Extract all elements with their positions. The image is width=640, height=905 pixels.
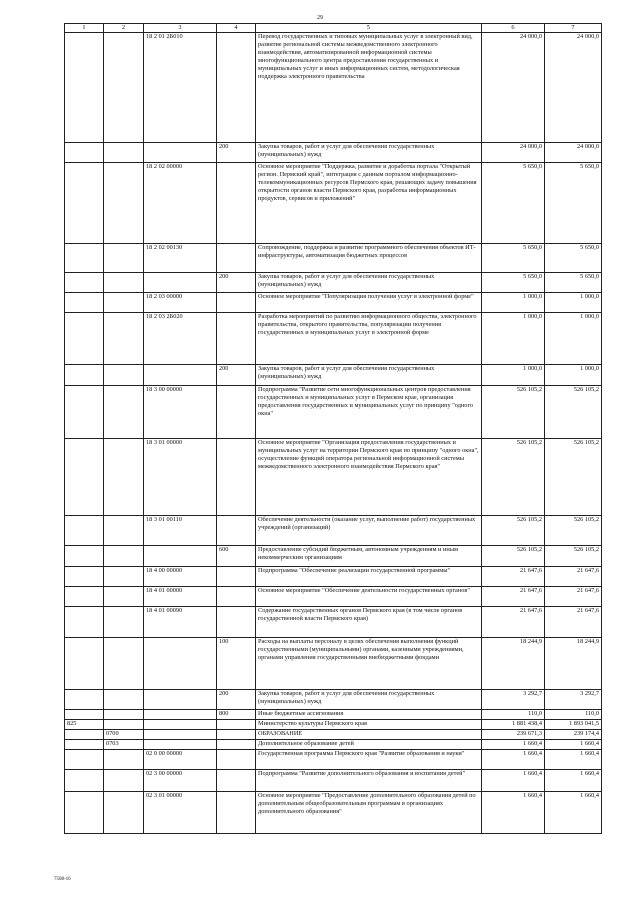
amount-year2-cell: 3 292,7 bbox=[545, 690, 602, 710]
table-row bbox=[65, 439, 602, 516]
column-header: 3 bbox=[144, 24, 217, 33]
description-cell: Содержание государственных органов Пермского края (в том числе органов государственной власти Пермского края) bbox=[256, 607, 482, 638]
description-cell: Дополнительное образование детей bbox=[256, 740, 482, 750]
amount-year2-cell: 110,0 bbox=[545, 710, 602, 720]
target-article-cell bbox=[144, 740, 217, 750]
subsection-code-cell bbox=[104, 273, 144, 293]
amount-year2-cell: 1 000,0 bbox=[545, 293, 602, 313]
subsection-code-cell bbox=[104, 638, 144, 690]
amount-year1-cell: 1 000,0 bbox=[482, 313, 545, 365]
expense-type-cell bbox=[217, 293, 256, 313]
target-article-cell: 02 3 01 00000 bbox=[144, 792, 217, 834]
target-article-cell: 02 0 00 00000 bbox=[144, 750, 217, 770]
amount-year2-cell: 1 000,0 bbox=[545, 365, 602, 386]
section-code-cell bbox=[65, 567, 104, 587]
expense-type-cell bbox=[217, 730, 256, 740]
section-code-cell bbox=[65, 587, 104, 607]
subsection-code-cell bbox=[104, 750, 144, 770]
table-row bbox=[65, 163, 602, 244]
target-article-cell bbox=[144, 690, 217, 710]
description-cell: Расходы на выплаты персоналу в целях обеспечения выполнения функций государственными (муниципальными) органами, казенными учреждениями, органами управления государственными внебюджетными фондами bbox=[256, 638, 482, 690]
description-cell: Закупка товаров, работ и услуг для обеспечения государственных (муниципальных) нужд bbox=[256, 143, 482, 163]
description-cell: Сопровождение, поддержка и развитие программного обеспечения объектов ИТ-инфраструктуры, автоматизация бюджетных процессов bbox=[256, 244, 482, 273]
description-cell: Подпрограмма "Развитие сети многофункциональных центров предоставления государственных и муниципальных услуг в Пермском крае, организация предоставления государственных и муниципальных услуг по принципу "одного окна" bbox=[256, 386, 482, 439]
section-code-cell bbox=[65, 638, 104, 690]
section-code-cell bbox=[65, 365, 104, 386]
description-cell: Разработка мероприятий по развитию информационного общества, электронного правительства, открытого правительства, популяризации получения государственных и муниципальных услуг в электронной форме bbox=[256, 313, 482, 365]
amount-year1-cell: 1 660,4 bbox=[482, 740, 545, 750]
amount-year1-cell: 21 647,6 bbox=[482, 607, 545, 638]
subsection-code-cell bbox=[104, 244, 144, 273]
amount-year2-cell: 526 105,2 bbox=[545, 516, 602, 546]
target-article-cell bbox=[144, 143, 217, 163]
table-row bbox=[65, 607, 602, 638]
expense-type-cell: 800 bbox=[217, 710, 256, 720]
target-article-cell: 18 2 02 00130 bbox=[144, 244, 217, 273]
subsection-code-cell: 0700 bbox=[104, 730, 144, 740]
subsection-code-cell bbox=[104, 516, 144, 546]
expense-type-cell bbox=[217, 163, 256, 244]
table-row bbox=[65, 792, 602, 834]
expense-type-cell: 200 bbox=[217, 365, 256, 386]
table-row bbox=[65, 516, 602, 546]
description-cell: Иные бюджетные ассигнования bbox=[256, 710, 482, 720]
subsection-code-cell bbox=[104, 143, 144, 163]
amount-year1-cell: 526 105,2 bbox=[482, 516, 545, 546]
column-header: 4 bbox=[217, 24, 256, 33]
table-row bbox=[65, 244, 602, 273]
table-row bbox=[65, 365, 602, 386]
subsection-code-cell bbox=[104, 163, 144, 244]
table-row bbox=[65, 710, 602, 720]
description-cell: Основное мероприятие "Предоставление дополнительного образования детей по дополнительным общеобразовательным программам в организациях дополнительного образования" bbox=[256, 792, 482, 834]
amount-year2-cell: 21 647,6 bbox=[545, 607, 602, 638]
expense-type-cell bbox=[217, 33, 256, 143]
expense-type-cell bbox=[217, 770, 256, 792]
table-row bbox=[65, 546, 602, 567]
subsection-code-cell bbox=[104, 439, 144, 516]
section-code-cell bbox=[65, 690, 104, 710]
amount-year1-cell: 5 650,0 bbox=[482, 244, 545, 273]
table-row bbox=[65, 770, 602, 792]
amount-year2-cell: 526 105,2 bbox=[545, 386, 602, 439]
section-code-cell bbox=[65, 792, 104, 834]
table-row bbox=[65, 740, 602, 750]
amount-year2-cell: 526 105,2 bbox=[545, 546, 602, 567]
amount-year2-cell: 5 650,0 bbox=[545, 273, 602, 293]
column-header: 2 bbox=[104, 24, 144, 33]
description-cell: Основное мероприятие "Организация предоставления государственных и муниципальных услуг на территории Пермского края по принципу "одного окна", осуществление функций оператора региональной информационной системы межведомственного электронного взаимодействия Пермского края" bbox=[256, 439, 482, 516]
amount-year2-cell: 1 893 041,5 bbox=[545, 720, 602, 730]
amount-year1-cell: 5 650,0 bbox=[482, 163, 545, 244]
table-row bbox=[65, 587, 602, 607]
amount-year1-cell: 21 647,6 bbox=[482, 587, 545, 607]
description-cell: Государственная программа Пермского края "Развитие образования и науки" bbox=[256, 750, 482, 770]
amount-year2-cell: 1 660,4 bbox=[545, 792, 602, 834]
section-code-cell bbox=[65, 293, 104, 313]
table-header-row bbox=[65, 24, 602, 33]
expense-type-cell bbox=[217, 439, 256, 516]
description-cell: ОБРАЗОВАНИЕ bbox=[256, 730, 482, 740]
amount-year1-cell: 1 000,0 bbox=[482, 293, 545, 313]
amount-year1-cell: 526 105,2 bbox=[482, 386, 545, 439]
target-article-cell bbox=[144, 273, 217, 293]
expense-type-cell bbox=[217, 750, 256, 770]
section-code-cell bbox=[65, 516, 104, 546]
column-header: 7 bbox=[545, 24, 602, 33]
amount-year1-cell: 21 647,6 bbox=[482, 567, 545, 587]
table-row bbox=[65, 33, 602, 143]
description-cell: Министерство культуры Пермского края bbox=[256, 720, 482, 730]
subsection-code-cell bbox=[104, 587, 144, 607]
expense-type-cell: 600 bbox=[217, 546, 256, 567]
section-code-cell bbox=[65, 740, 104, 750]
amount-year1-cell: 526 105,2 bbox=[482, 439, 545, 516]
expense-type-cell bbox=[217, 244, 256, 273]
amount-year1-cell: 1 660,4 bbox=[482, 750, 545, 770]
expense-type-cell bbox=[217, 386, 256, 439]
column-header: 6 bbox=[482, 24, 545, 33]
amount-year2-cell: 239 174,4 bbox=[545, 730, 602, 740]
expense-type-cell: 200 bbox=[217, 690, 256, 710]
amount-year2-cell: 1 000,0 bbox=[545, 313, 602, 365]
section-code-cell bbox=[65, 273, 104, 293]
section-code-cell bbox=[65, 546, 104, 567]
amount-year1-cell: 24 000,0 bbox=[482, 33, 545, 143]
subsection-code-cell bbox=[104, 710, 144, 720]
target-article-cell: 18 2 01 2Б010 bbox=[144, 33, 217, 143]
table-row bbox=[65, 143, 602, 163]
section-code-cell bbox=[65, 313, 104, 365]
amount-year1-cell: 5 650,0 bbox=[482, 273, 545, 293]
expense-type-cell: 200 bbox=[217, 273, 256, 293]
target-article-cell: 18 2 03 2Б020 bbox=[144, 313, 217, 365]
amount-year2-cell: 5 650,0 bbox=[545, 244, 602, 273]
section-code-cell bbox=[65, 386, 104, 439]
amount-year1-cell: 110,0 bbox=[482, 710, 545, 720]
column-header: 5 bbox=[256, 24, 482, 33]
subsection-code-cell bbox=[104, 33, 144, 143]
description-cell: Подпрограмма "Развитие дополнительного образования и воспитания детей" bbox=[256, 770, 482, 792]
expense-type-cell bbox=[217, 567, 256, 587]
page-number: 29 bbox=[317, 15, 323, 21]
section-code-cell bbox=[65, 607, 104, 638]
target-article-cell bbox=[144, 638, 217, 690]
target-article-cell bbox=[144, 730, 217, 740]
expense-type-cell bbox=[217, 607, 256, 638]
subsection-code-cell bbox=[104, 546, 144, 567]
subsection-code-cell bbox=[104, 690, 144, 710]
description-cell: Предоставление субсидий бюджетным, автономным учреждениям и иным некоммерческим организациям bbox=[256, 546, 482, 567]
expense-type-cell bbox=[217, 587, 256, 607]
budget-table bbox=[64, 23, 602, 834]
amount-year1-cell: 1 000,0 bbox=[482, 365, 545, 386]
description-cell: Перевод государственных и типовых муниципальных услуг в электронный вид, развитие региональной системы межведомственного электронного взаимодействия, автоматизированной информационной системы многофункционального центра предоставления государственных и муниципальных услуг и иных информационных систем, методологическая поддержка электронного правительства bbox=[256, 33, 482, 143]
section-code-cell bbox=[65, 710, 104, 720]
amount-year1-cell: 526 105,2 bbox=[482, 546, 545, 567]
section-code-cell bbox=[65, 439, 104, 516]
amount-year2-cell: 24 000,0 bbox=[545, 143, 602, 163]
expense-type-cell: 100 bbox=[217, 638, 256, 690]
expense-type-cell bbox=[217, 740, 256, 750]
subsection-code-cell: 0703 bbox=[104, 740, 144, 750]
description-cell: Обеспечение деятельности (оказание услуг, выполнение работ) государственных учреждений (организаций) bbox=[256, 516, 482, 546]
expense-type-cell: 200 bbox=[217, 143, 256, 163]
description-cell: Закупка товаров, работ и услуг для обеспечения государственных (муниципальных) нужд bbox=[256, 273, 482, 293]
target-article-cell bbox=[144, 720, 217, 730]
subsection-code-cell bbox=[104, 607, 144, 638]
table-row bbox=[65, 720, 602, 730]
section-code-cell bbox=[65, 244, 104, 273]
expense-type-cell bbox=[217, 720, 256, 730]
section-code-cell bbox=[65, 750, 104, 770]
section-code-cell bbox=[65, 33, 104, 143]
description-cell: Основное мероприятие "Популяризация получения услуг в электронной форме" bbox=[256, 293, 482, 313]
target-article-cell bbox=[144, 710, 217, 720]
section-code-cell bbox=[65, 143, 104, 163]
target-article-cell: 02 3 00 00000 bbox=[144, 770, 217, 792]
table-row bbox=[65, 638, 602, 690]
target-article-cell: 18 3 01 00110 bbox=[144, 516, 217, 546]
table-row bbox=[65, 313, 602, 365]
table-row bbox=[65, 386, 602, 439]
subsection-code-cell bbox=[104, 792, 144, 834]
description-cell: Основное мероприятие "Поддержка, развитие и доработка портала "Открытый регион. Пермский край", интеграция с данным порталом информационно-телекоммуникационных ресурсов Пермского края, решающих задачу повышения открытости органов власти Пермского края, разработка информационных продуктов, сервисов и приложений" bbox=[256, 163, 482, 244]
target-article-cell: 18 3 01 00000 bbox=[144, 439, 217, 516]
expense-type-cell bbox=[217, 792, 256, 834]
target-article-cell bbox=[144, 365, 217, 386]
subsection-code-cell bbox=[104, 567, 144, 587]
subsection-code-cell bbox=[104, 770, 144, 792]
amount-year2-cell: 1 660,4 bbox=[545, 770, 602, 792]
target-article-cell: 18 4 01 00000 bbox=[144, 587, 217, 607]
table-row bbox=[65, 730, 602, 740]
table-row bbox=[65, 750, 602, 770]
description-cell: Закупка товаров, работ и услуг для обеспечения государственных (муниципальных) нужд bbox=[256, 365, 482, 386]
description-cell: Основное мероприятие "Обеспечение деятельности государственных органов" bbox=[256, 587, 482, 607]
description-cell: Подпрограмма "Обеспечение реализации государственной программы" bbox=[256, 567, 482, 587]
expense-type-cell bbox=[217, 313, 256, 365]
amount-year1-cell: 1 660,4 bbox=[482, 770, 545, 792]
target-article-cell: 18 2 03 00000 bbox=[144, 293, 217, 313]
section-code-cell bbox=[65, 163, 104, 244]
amount-year1-cell: 1 660,4 bbox=[482, 792, 545, 834]
table-row bbox=[65, 293, 602, 313]
table-row bbox=[65, 567, 602, 587]
target-article-cell: 18 4 01 00090 bbox=[144, 607, 217, 638]
expense-type-cell bbox=[217, 516, 256, 546]
description-cell: Закупка товаров, работ и услуг для обеспечения государственных (муниципальных) нужд bbox=[256, 690, 482, 710]
amount-year2-cell: 5 650,0 bbox=[545, 163, 602, 244]
subsection-code-cell bbox=[104, 313, 144, 365]
amount-year2-cell: 24 000,0 bbox=[545, 33, 602, 143]
target-article-cell: 18 3 00 00000 bbox=[144, 386, 217, 439]
amount-year2-cell: 526 105,2 bbox=[545, 439, 602, 516]
table-body bbox=[65, 33, 602, 834]
section-code-cell: 825 bbox=[65, 720, 104, 730]
target-article-cell bbox=[144, 546, 217, 567]
amount-year2-cell: 1 660,4 bbox=[545, 740, 602, 750]
table-row bbox=[65, 273, 602, 293]
table-row bbox=[65, 690, 602, 710]
amount-year2-cell: 21 647,6 bbox=[545, 567, 602, 587]
amount-year2-cell: 1 660,4 bbox=[545, 750, 602, 770]
subsection-code-cell bbox=[104, 293, 144, 313]
section-code-cell bbox=[65, 770, 104, 792]
footer-code: 7508-16 bbox=[54, 877, 71, 882]
amount-year2-cell: 18 244,9 bbox=[545, 638, 602, 690]
amount-year1-cell: 24 000,0 bbox=[482, 143, 545, 163]
section-code-cell bbox=[65, 730, 104, 740]
amount-year2-cell: 21 647,6 bbox=[545, 587, 602, 607]
target-article-cell: 18 4 00 00000 bbox=[144, 567, 217, 587]
amount-year1-cell: 239 671,3 bbox=[482, 730, 545, 740]
subsection-code-cell bbox=[104, 720, 144, 730]
subsection-code-cell bbox=[104, 365, 144, 386]
target-article-cell: 18 2 02 00000 bbox=[144, 163, 217, 244]
column-header: 1 bbox=[65, 24, 104, 33]
amount-year1-cell: 18 244,9 bbox=[482, 638, 545, 690]
amount-year1-cell: 1 881 438,4 bbox=[482, 720, 545, 730]
subsection-code-cell bbox=[104, 386, 144, 439]
amount-year1-cell: 3 292,7 bbox=[482, 690, 545, 710]
